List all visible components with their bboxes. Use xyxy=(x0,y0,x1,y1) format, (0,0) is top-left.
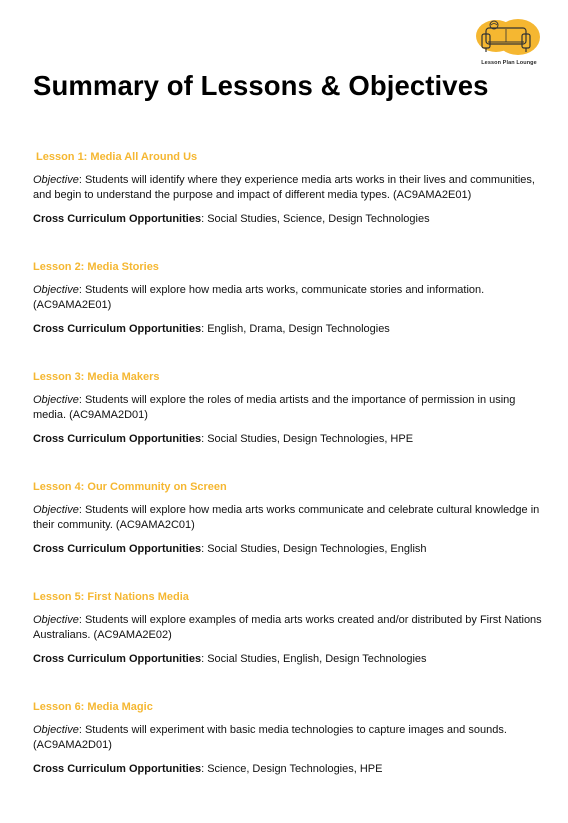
lesson-title: Lesson 2: Media Stories xyxy=(33,261,159,273)
lesson-objective xyxy=(33,283,548,313)
lesson-title: Lesson 4: Our Community on Screen xyxy=(33,481,227,493)
lesson-item xyxy=(33,370,548,446)
objective-label: Objective xyxy=(33,284,79,296)
cross-curriculum-text: : English, Drama, Design Technologies xyxy=(201,323,390,335)
cross-curriculum-label: Cross Curriculum Opportunities xyxy=(33,653,202,665)
lesson-item xyxy=(33,480,548,556)
page-title: Summary of Lessons & Objectives xyxy=(33,70,489,101)
lesson-objective xyxy=(33,503,548,533)
lesson-item xyxy=(33,150,548,226)
cross-curriculum-label: Cross Curriculum Opportunities xyxy=(33,433,202,445)
lesson-objective xyxy=(33,173,548,203)
objective-label: Objective xyxy=(33,174,79,186)
lesson-objective xyxy=(33,613,548,643)
lessons-list xyxy=(33,150,548,810)
lesson-title: Lesson 6: Media Magic xyxy=(33,701,153,713)
cross-curriculum-text: : Social Studies, Design Technologies, HPE xyxy=(201,433,414,445)
objective-label: Objective xyxy=(33,504,79,516)
lesson-cross-curriculum xyxy=(33,542,548,556)
lesson-item xyxy=(33,700,548,776)
lesson-title: Lesson 3: Media Makers xyxy=(33,371,160,383)
objective-text: : Students will explore how media arts works communicate and celebrate cultural knowledge in their community. (AC9AMA2C01) xyxy=(33,504,540,531)
lesson-cross-curriculum xyxy=(33,432,548,446)
lesson-objective xyxy=(33,723,548,753)
couch-logo-icon xyxy=(474,16,544,60)
lesson-plan-lounge-logo xyxy=(474,16,544,74)
lesson-cross-curriculum xyxy=(33,212,548,226)
objective-text: : Students will experiment with basic media technologies to capture images and sounds. (AC9AMA2D01) xyxy=(33,724,507,751)
cross-curriculum-label: Cross Curriculum Opportunities xyxy=(33,543,202,555)
objective-text: : Students will identify where they experience media arts works in their lives and communities, and begin to understand the purpose and impact of different media types. (AC9AMA2E01) xyxy=(33,174,535,201)
objective-text: : Students will explore how media arts works, communicate stories and information. (AC9AMA2E01) xyxy=(33,284,485,311)
logo-text: Lesson Plan Lounge xyxy=(481,60,537,66)
cross-curriculum-label: Cross Curriculum Opportunities xyxy=(33,323,202,335)
cross-curriculum-label: Cross Curriculum Opportunities xyxy=(33,213,202,225)
objective-label: Objective xyxy=(33,614,79,626)
lesson-item xyxy=(33,590,548,666)
cross-curriculum-label: Cross Curriculum Opportunities xyxy=(33,763,202,775)
objective-label: Objective xyxy=(33,724,79,736)
cross-curriculum-text: : Social Studies, Design Technologies, English xyxy=(201,543,427,555)
lesson-objective xyxy=(33,393,548,423)
lesson-title: Lesson 5: First Nations Media xyxy=(33,591,189,603)
lesson-cross-curriculum xyxy=(33,652,548,666)
lesson-cross-curriculum xyxy=(33,762,548,776)
cross-curriculum-text: : Social Studies, Science, Design Technologies xyxy=(201,213,430,225)
objective-label: Objective xyxy=(33,394,79,406)
cross-curriculum-text: : Science, Design Technologies, HPE xyxy=(201,763,383,775)
objective-text: : Students will explore examples of media arts works created and/or distributed by First Nations Australians. (AC9AMA2E02) xyxy=(33,614,542,641)
cross-curriculum-text: : Social Studies, English, Design Technologies xyxy=(201,653,427,665)
objective-text: : Students will explore the roles of media artists and the importance of permission in using media. (AC9AMA2D01) xyxy=(33,394,516,421)
lesson-cross-curriculum xyxy=(33,322,548,336)
lesson-title: Lesson 1: Media All Around Us xyxy=(36,151,198,163)
lesson-item xyxy=(33,260,548,336)
